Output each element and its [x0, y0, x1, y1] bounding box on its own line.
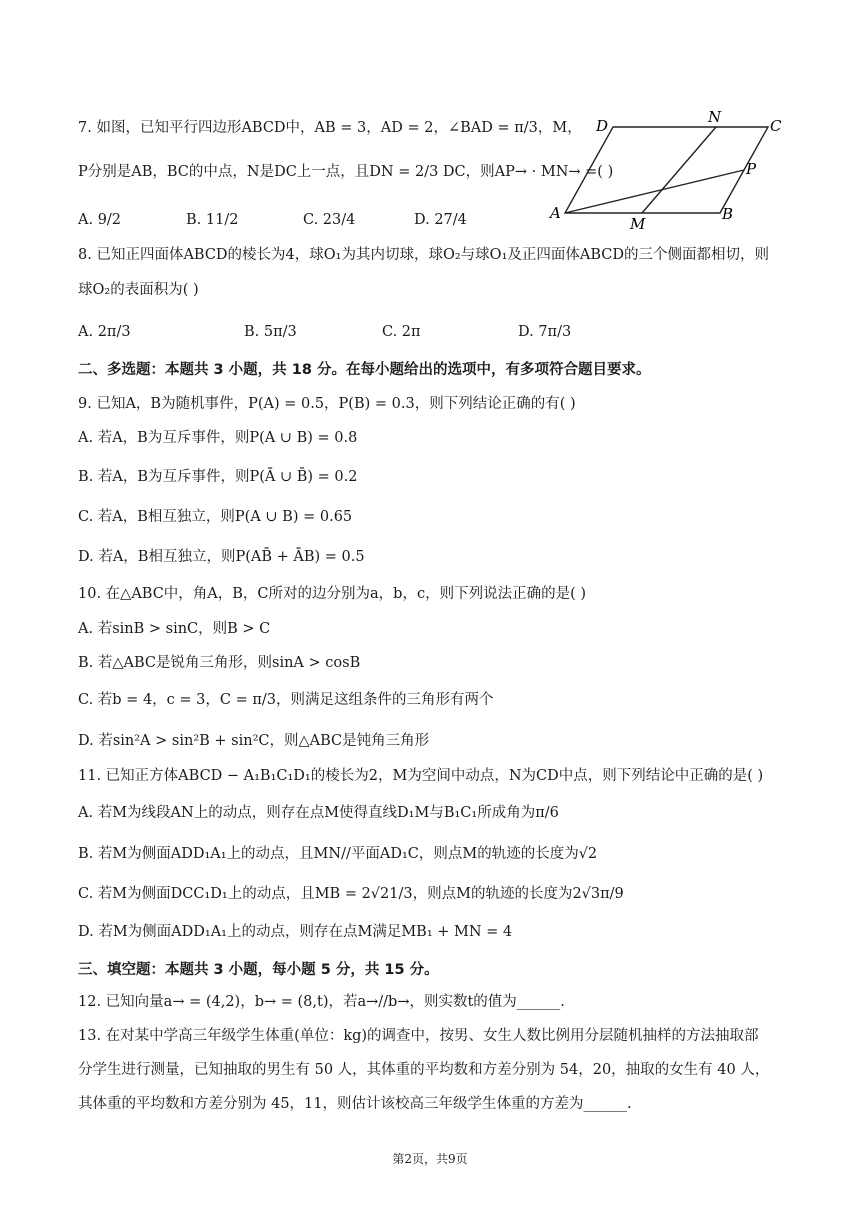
q8-option-b: B. 5π/3 [244, 324, 297, 340]
q7-line1: 7. 如图，已知平行四边形ABCD中，AB = 3，AD = 2，∠BAD = π/3，M， [78, 120, 582, 136]
q9-option-a: A. 若A，B为互斥事件，则P(A ∪ B) = 0.8 [78, 430, 358, 446]
page-footer: 第2页，共9页 [392, 1152, 468, 1166]
q12-stem: 12. 已知向量a→ = (4,2)，b→ = (8,t)，若a→//b→，则实数t的值为______. [78, 994, 565, 1010]
section-fill-in-heading: 三、填空题：本题共 3 小题，每小题 5 分，共 15 分。 [78, 962, 439, 978]
q9-option-b: B. 若A，B为互斥事件，则P(Ā ∪ B̄) = 0.2 [78, 469, 358, 485]
segment-mn [642, 127, 716, 213]
label-p: P [746, 160, 757, 178]
q9-option-c: C. 若A，B相互独立，则P(A ∪ B) = 0.65 [78, 509, 353, 525]
q9-option-d: D. 若A，B相互独立，则P(AB̄ + ĀB) = 0.5 [78, 549, 365, 565]
label-n: N [708, 108, 722, 126]
q10-option-b: B. 若△ABC是锐角三角形，则sinA > cosB [78, 655, 361, 671]
q8-line2: 球O₂的表面积为( ) [78, 282, 199, 298]
q11-option-b: B. 若M为侧面ADD₁A₁上的动点，且MN//平面AD₁C，则点M的轨迹的长度为√2 [78, 846, 598, 862]
q10-stem: 10. 在△ABC中，角A，B，C所对的边分别为a，b，c，则下列说法正确的是( ) [78, 586, 587, 602]
q11-option-a: A. 若M为线段AN上的动点，则存在点M使得直线D₁M与B₁C₁所成角为π/6 [78, 805, 559, 821]
q10-option-c: C. 若b = 4，c = 3，C = π/3，则满足这组条件的三角形有两个 [78, 692, 494, 708]
parallelogram-figure [540, 100, 790, 235]
label-b: B [722, 205, 734, 223]
q11-option-d: D. 若M为侧面ADD₁A₁上的动点，则存在点M满足MB₁ + MN = 4 [78, 924, 513, 940]
q10-option-a: A. 若sinB > sinC，则B > C [78, 621, 271, 637]
label-d: D [596, 117, 609, 135]
label-c: C [770, 117, 782, 135]
q13-line2: 分学生进行测量，已知抽取的男生有 50 人，其体重的平均数和方差分别为 54，20，抽取的女生有 40 人， [78, 1062, 770, 1078]
q10-option-d: D. 若sin²A > sin²B + sin²C，则△ABC是钝角三角形 [78, 733, 430, 749]
q9-stem: 9. 已知A，B为随机事件，P(A) = 0.5，P(B) = 0.3，则下列结论正确的有( ) [78, 396, 576, 412]
q7-option-a: A. 9/2 [78, 212, 122, 228]
parallelogram-abcd [565, 127, 768, 213]
q8-option-c: C. 2π [382, 324, 421, 340]
q11-option-c: C. 若M为侧面DCC₁D₁上的动点，且MB = 2√21/3，则点M的轨迹的长度为2√3π/9 [78, 886, 624, 902]
q8-line1: 8. 已知正四面体ABCD的棱长为4，球O₁为其内切球，球O₂与球O₁及正四面体ABCD的三个侧面都相切，则 [78, 247, 769, 263]
section-multiple-choice-heading: 二、多选题：本题共 3 小题，共 18 分。在每小题给出的选项中，有多项符合题目要求。 [78, 362, 651, 378]
q7-option-b: B. 11/2 [186, 212, 239, 228]
q13-line1: 13. 在对某中学高三年级学生体重(单位：kg)的调查中，按男、女生人数比例用分层随机抽样的方法抽取部 [78, 1028, 759, 1044]
q13-line3: 其体重的平均数和方差分别为 45，11，则估计该校高三年级学生体重的方差为______. [78, 1096, 632, 1112]
label-m: M [630, 215, 646, 233]
q7-option-c: C. 23/4 [303, 212, 356, 228]
label-a: A [550, 204, 561, 222]
q7-line2: P分别是AB，BC的中点，N是DC上一点，且DN = 2/3 DC，则AP→ · MN→ =( ) [78, 164, 614, 180]
segment-ap [565, 170, 744, 213]
q7-option-d: D. 27/4 [414, 212, 467, 228]
q8-option-d: D. 7π/3 [518, 324, 572, 340]
q11-stem: 11. 已知正方体ABCD − A₁B₁C₁D₁的棱长为2，M为空间中动点，N为CD中点，则下列结论中正确的是( ) [78, 768, 764, 784]
q8-option-a: A. 2π/3 [78, 324, 131, 340]
